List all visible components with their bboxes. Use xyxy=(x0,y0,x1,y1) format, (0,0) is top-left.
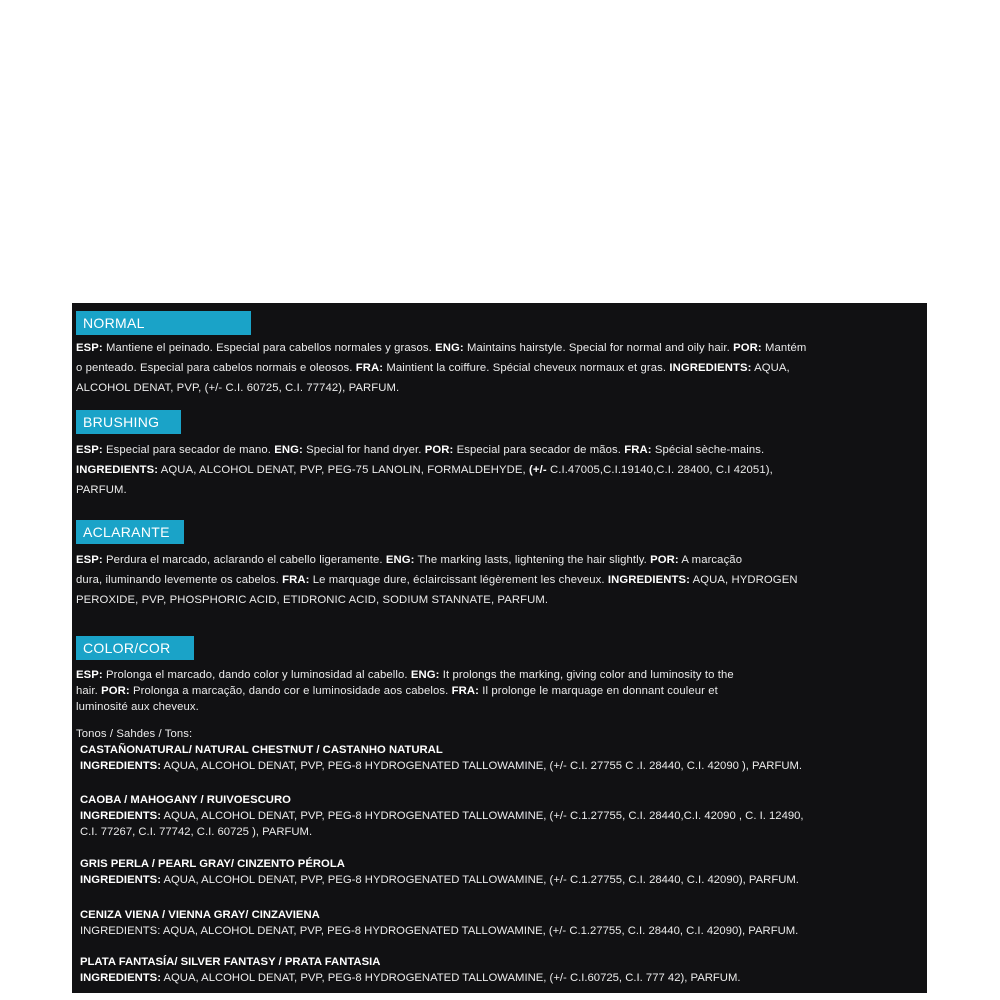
text-line: luminosité aux cheveux. xyxy=(76,701,199,713)
tone-ingredients xyxy=(80,923,922,939)
tone-plata-fantasia xyxy=(80,954,922,986)
text-line: PARFUM. xyxy=(76,484,127,496)
tones-label: Tonos / Sahdes / Tons: xyxy=(76,728,193,740)
bold-label: INGREDIENTS: xyxy=(76,464,159,476)
bold-label: FRA: xyxy=(355,362,384,374)
text-line: o penteado. Especial para cabelos normais e oleosos. FRA: Maintient la coiffure. Spécial cheveux normaux et gras. INGREDIENTS: AQUA, xyxy=(76,362,790,374)
bold-label: ENG: xyxy=(410,669,440,681)
tone-title: CENIZA VIENA / VIENNA GRAY/ CINZAVIENA xyxy=(80,909,320,921)
section-text-normal xyxy=(76,338,922,398)
bold-label: FRA: xyxy=(282,574,310,586)
text-line: ALCOHOL DENAT, PVP, (+/- C.I. 60725, C.I. 77742), PARFUM. xyxy=(76,382,400,394)
bold-label: ENG: xyxy=(385,554,415,566)
section-tab-aclarante: ACLARANTE xyxy=(76,520,184,544)
bold-label: INGREDIENTS: xyxy=(607,574,690,586)
tone-gris-perla xyxy=(80,856,922,888)
bold-label: ENG: xyxy=(274,444,303,456)
text-line: INGREDIENTS: AQUA, ALCOHOL DENAT, PVP, PEG-8 HYDROGENATED TALLOWAMINE, (+/- C.1.27755, C.I. 28440, C.I. 42090), PARFUM. xyxy=(80,925,799,937)
tone-ceniza-viena xyxy=(80,907,922,939)
tone-title: GRIS PERLA / PEARL GRAY/ CINZENTO PÉROLA xyxy=(80,858,345,870)
section-tab-color: COLOR/COR xyxy=(76,636,194,660)
bold-label: FRA: xyxy=(451,685,480,697)
text-line: INGREDIENTS: AQUA, ALCOHOL DENAT, PVP, PEG-8 HYDROGENATED TALLOWAMINE, (+/- C.I.60725, C.I. 777 42), PARFUM. xyxy=(80,972,741,984)
text-line: ESP: Prolonga el marcado, dando color y luminosidad al cabello. ENG: It prolongs the marking, giving color and luminosity to the xyxy=(76,669,734,681)
tone-ingredients xyxy=(80,808,922,840)
text-line: ESP: Especial para secador de mano. ENG: Special for hand dryer. POR: Especial para secador de mãos. FRA: Spécial sèche-mains. xyxy=(76,444,765,456)
text-line: ESP: Mantiene el peinado. Especial para cabellos normales y grasos. ENG: Maintains hairstyle. Special for normal and oily hair. POR: Mantém xyxy=(76,342,807,354)
section-tab-normal: NORMAL xyxy=(76,311,251,335)
section-text-brushing xyxy=(76,440,922,500)
section-tab-brushing: BRUSHING xyxy=(76,410,181,434)
text-line: PEROXIDE, PVP, PHOSPHORIC ACID, ETIDRONIC ACID, SODIUM STANNATE, PARFUM. xyxy=(76,594,549,606)
tone-ingredients xyxy=(80,872,922,888)
section-text-color xyxy=(76,667,922,715)
bold-label: (+/- xyxy=(529,464,547,476)
tone-title: CAOBA / MAHOGANY / RUIVOESCURO xyxy=(80,794,291,806)
text-line: INGREDIENTS: AQUA, ALCOHOL DENAT, PVP, PEG-8 HYDROGENATED TALLOWAMINE, (+/- C.I. 27755 C .I. 28440, C.I. 42090 ), PARFUM. xyxy=(80,760,803,772)
text-line: ESP: Perdura el marcado, aclarando el cabello ligeramente. ENG: The marking lasts, lightening the hair slightly. POR: A marcação xyxy=(76,554,743,566)
text-line: C.I. 77267, C.I. 77742, C.I. 60725 ), PARFUM. xyxy=(80,826,313,838)
bold-label: INGREDIENTS: xyxy=(669,362,752,374)
bold-label: POR: xyxy=(650,554,679,566)
bold-label: ESP: xyxy=(76,554,103,566)
bold-label: ENG: xyxy=(435,342,464,354)
bold-label: POR: xyxy=(424,444,454,456)
bold-label: ESP: xyxy=(76,342,103,354)
text-line: dura, iluminando levemente os cabelos. FRA: Le marquage dure, éclaircissant légèrement les cheveux. INGREDIENTS: AQUA, HYDROGEN xyxy=(76,574,798,586)
section-text-aclarante xyxy=(76,550,922,610)
tone-title: PLATA FANTASÍA/ SILVER FANTASY / PRATA FANTASIA xyxy=(80,956,381,968)
tone-title: CASTAÑONATURAL/ NATURAL CHESTNUT / CASTANHO NATURAL xyxy=(80,744,443,756)
text-line: hair. POR: Prolonga a marcação, dando cor e luminosidade aos cabelos. FRA: Il prolonge le marquage en donnant couleur et xyxy=(76,685,718,697)
tone-castano-natural xyxy=(80,742,922,774)
bold-label: POR: xyxy=(101,685,130,697)
bold-label: ESP: xyxy=(76,669,103,681)
bold-label: INGREDIENTS: xyxy=(80,810,161,822)
label-panel xyxy=(72,303,927,993)
tone-ingredients xyxy=(80,970,922,986)
bold-label: POR: xyxy=(733,342,762,354)
text-line: INGREDIENTS: AQUA, ALCOHOL DENAT, PVP, PEG-8 HYDROGENATED TALLOWAMINE, (+/- C.1.27755, C.I. 28440, C.I. 42090), PARFUM. xyxy=(80,874,799,886)
bold-label: ESP: xyxy=(76,444,103,456)
tone-ingredients xyxy=(80,758,922,774)
bold-label: INGREDIENTS: xyxy=(80,874,161,886)
text-line: INGREDIENTS: AQUA, ALCOHOL DENAT, PVP, PEG-75 LANOLIN, FORMALDEHYDE, (+/- C.I.47005,C.I.19140,C.I. 28400, C.I 42051), xyxy=(76,464,773,476)
bold-label: INGREDIENTS: xyxy=(80,972,161,984)
bold-label: FRA: xyxy=(624,444,652,456)
bold-label: INGREDIENTS: xyxy=(80,760,161,772)
tone-caoba xyxy=(80,792,922,840)
text-line: INGREDIENTS: AQUA, ALCOHOL DENAT, PVP, PEG-8 HYDROGENATED TALLOWAMINE, (+/- C.1.27755, C.I. 28440,C.I. 42090 , C. I. 12490, xyxy=(80,810,804,822)
